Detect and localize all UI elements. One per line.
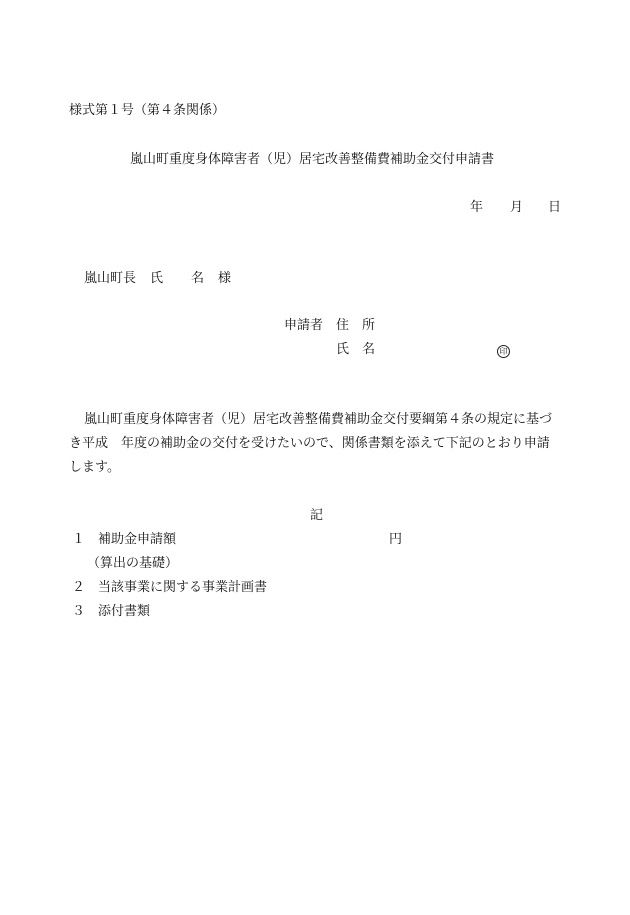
item-1-label: 補助金申請額	[98, 532, 177, 547]
item-3-number: ３	[72, 604, 86, 619]
item-3-label: 添付書類	[98, 604, 151, 619]
date-day: 日	[548, 200, 562, 215]
body-line-3: します。	[69, 460, 120, 475]
body-line-2: き平成 年度の補助金の交付を受けたいので、関係書類を添えて下記のとおり申請	[69, 436, 550, 451]
seal-stamp	[497, 344, 510, 358]
applicant-name-label: 氏 名	[336, 342, 376, 357]
body-line-1: 嵐山町重度身体障害者（児）居宅改善整備費補助金交付要綱第４条の規定に基づ	[84, 412, 553, 427]
item-2-number: ２	[72, 580, 86, 595]
applicant-address-label: 住 所	[336, 318, 376, 333]
applicant-label: 申請者	[284, 318, 324, 333]
item-1-unit: 円	[389, 532, 403, 547]
date-year: 年	[470, 200, 484, 215]
item-1-number: １	[72, 532, 86, 547]
addressee-shi: 氏	[150, 271, 164, 286]
addressee-sama: 様	[218, 271, 232, 286]
addressee-prefix: 嵐山町長	[84, 271, 137, 286]
addressee-mei: 名	[191, 271, 205, 286]
ki-heading: 記	[310, 508, 324, 523]
item-2-label: 当該事業に関する事業計画書	[98, 580, 268, 595]
form-number: 様式第１号（第４条関係）	[69, 103, 226, 118]
seal-icon: 印	[497, 345, 510, 358]
document-title: 嵐山町重度身体障害者（児）居宅改善整備費補助金交付申請書	[130, 152, 495, 167]
date-month: 月	[510, 200, 524, 215]
item-1-sub: （算出の基礎）	[87, 556, 179, 571]
